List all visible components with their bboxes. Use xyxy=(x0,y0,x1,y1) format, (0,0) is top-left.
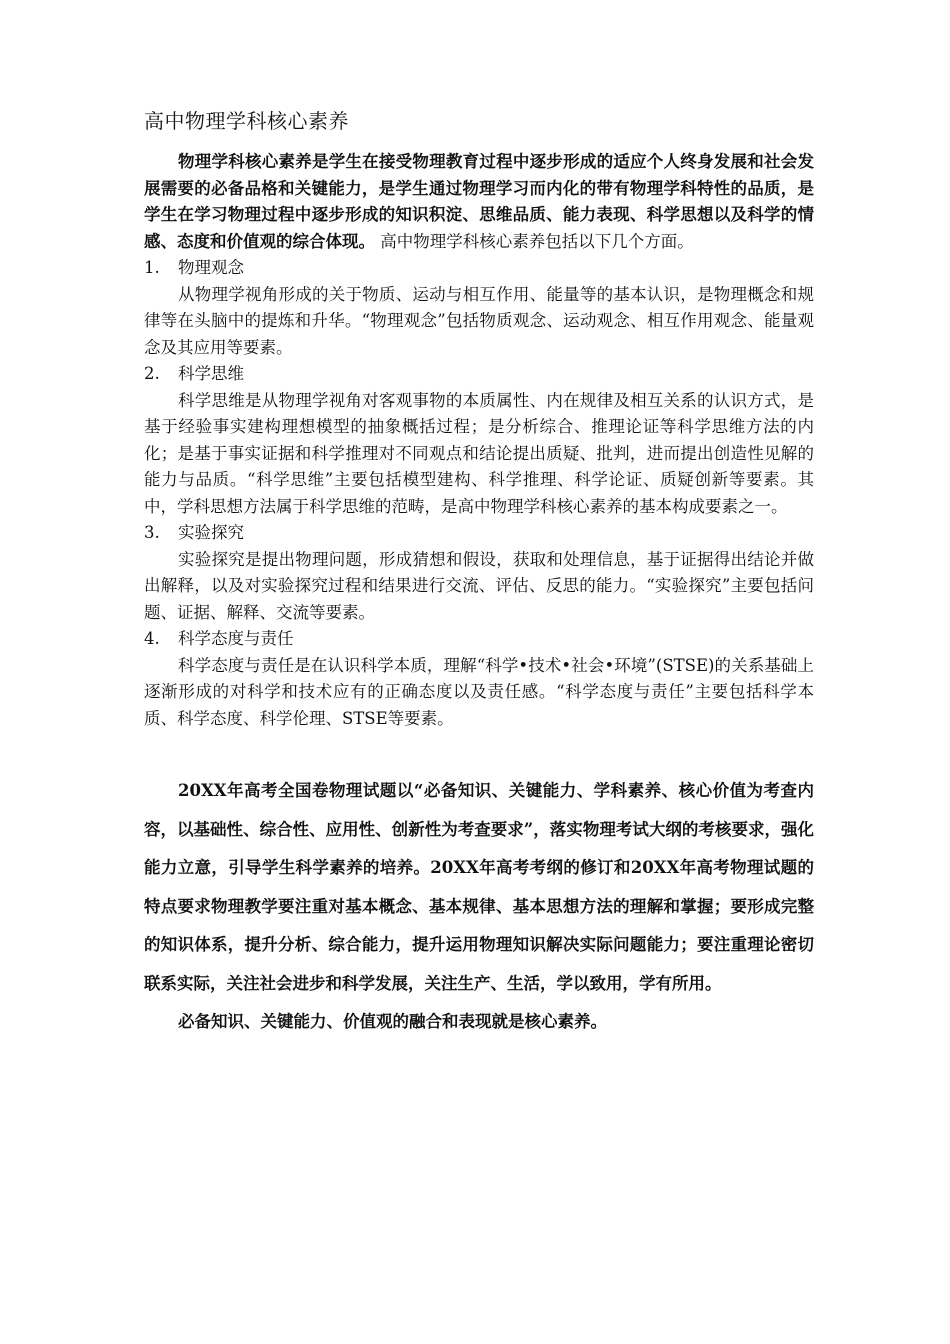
page-title: 高中物理学科核心素养 xyxy=(144,109,349,133)
item-number: 3. xyxy=(144,523,160,542)
item-body-1: 从物理学视角形成的关于物质、运动与相互作用、能量等的基本认识，是物理概念和规律等在头脑中的提炼和升华。“物理观念”包括物质观念、运动观念、相互作用观念、能量观念及其应用等要素。 xyxy=(144,284,814,357)
item-heading-3 xyxy=(144,520,814,547)
intro-bold-text: 物理学科核心素养是学生在接受物理教育过程中逐步形成的适应个人终身发展和社会发展需要的必备品格和关键能力，是学生通过物理学习而内化的带有物理学科特性的品质，是学生在学习物理过程中逐步形成的知识积淀、思维品质、能力表现、科学思想以及科学的情感、态度和价值观的综合体现。 xyxy=(144,152,814,251)
item-heading-text: 科学思维 xyxy=(178,364,244,383)
item-body-3: 实验探究是提出物理问题，形成猜想和假设，获取和处理信息，基于证据得出结论并做出解释，以及对实验探究过程和结果进行交流、评估、反思的能力。“实验探究”主要包括问题、证据、解释、交流等要素。 xyxy=(144,549,814,622)
intro-paragraph xyxy=(144,149,814,255)
item-number: 4. xyxy=(144,629,160,648)
conclusion-paragraph: 必备知识、关键能力、价值观的融合和表现就是核心素养。 xyxy=(178,1012,607,1031)
item-heading-4 xyxy=(144,626,814,653)
item-body-4: 科学态度与责任是在认识科学本质，理解“科学•技术•社会•环境”(STSE)的关系基础上逐渐形成的对科学和技术应有的正确态度以及责任感。“科学态度与责任”主要包括科学本质、科学态度、科学伦理、STSE等要素。 xyxy=(144,655,814,728)
exam-paragraph: 20XX年高考全国卷物理试题以“必备知识、关键能力、学科素养、核心价值为考查内容，以基础性、综合性、应用性、创新性为考查要求”，落实物理考试大纲的考核要求，强化能力立意，引导学生科学素养的培养。20XX年高考考纲的修订和20XX年高考物理试题的特点要求物理教学要注重对基本概念、基本规律、基本思想方法的理解和掌握；要形成完整的知识体系，提升分析、综合能力，提升运用物理知识解决实际问题能力；要注重理论密切联系实际，关注社会进步和科学发展，关注生产、生活，学以致用，学有所用。 xyxy=(144,781,814,993)
exam-section xyxy=(144,772,814,1042)
item-number: 1. xyxy=(144,258,160,277)
core-literacy-section xyxy=(144,149,814,732)
item-heading-2 xyxy=(144,361,814,388)
item-body-2: 科学思维是从物理学视角对客观事物的本质属性、内在规律及相互关系的认识方式，是基于经验事实建构理想模型的抽象概括过程；是分析综合、推理论证等科学思维方法的内化；是基于事实证据和科学推理对不同观点和结论提出质疑、批判，进而提出创造性见解的能力与品质。“科学思维”主要包括模型建构、科学推理、科学论证、质疑创新等要素。其中，学科思想方法属于科学思维的范畴，是高中物理学科核心素养的基本构成要素之一。 xyxy=(144,390,814,516)
item-heading-1 xyxy=(144,255,814,282)
item-heading-text: 科学态度与责任 xyxy=(178,629,294,648)
item-heading-text: 物理观念 xyxy=(178,258,244,277)
item-heading-text: 实验探究 xyxy=(178,523,244,542)
item-number: 2. xyxy=(144,364,160,383)
intro-normal-text: 高中物理学科核心素养包括以下几个方面。 xyxy=(375,231,694,251)
